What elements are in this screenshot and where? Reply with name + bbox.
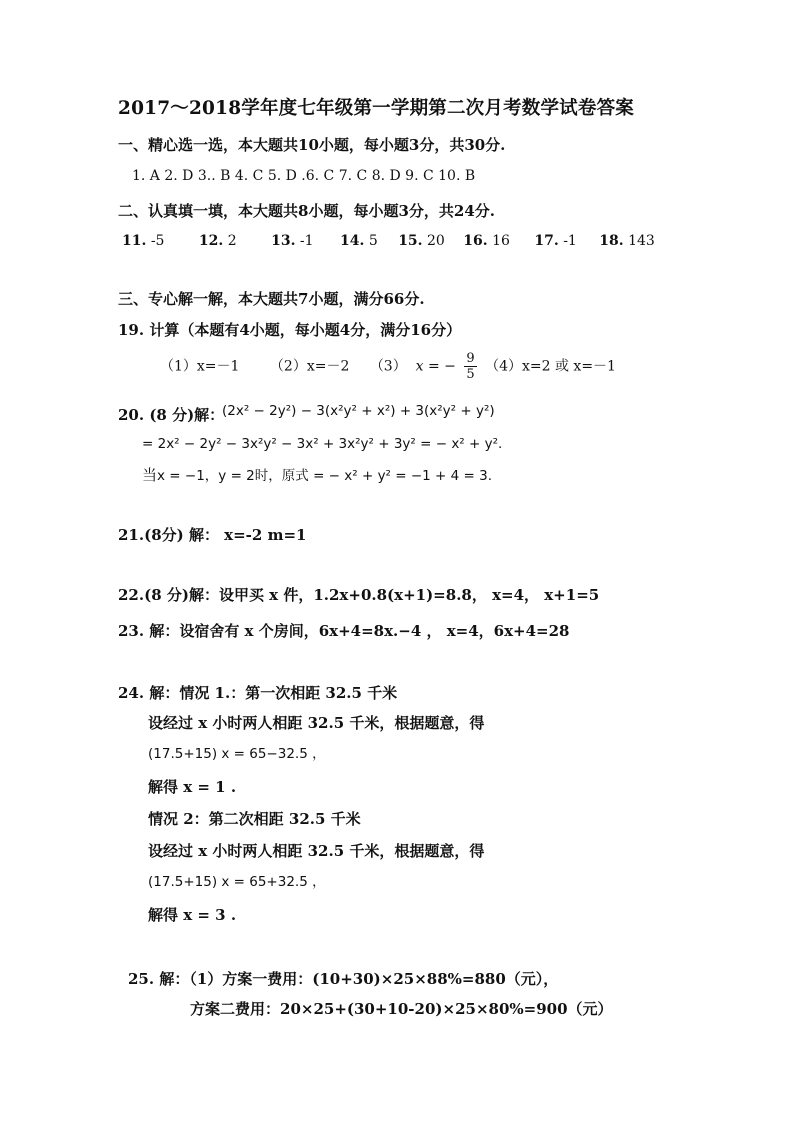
answer-15: 20: [427, 233, 445, 249]
q22-answer: 22.(8 分)解：设甲买 x 件，1.2x+0.8(x+1)=8.8， x=4， x+1=5: [118, 586, 600, 604]
section-1-answers: 1. A 2. D 3.. B 4. C 5. D .6. C 7. C 8. D 9. C 10. B: [132, 168, 476, 184]
q25-line-2: 方案二费用：20×25+(30+10-20)×25×80%=900（元）: [190, 1000, 613, 1018]
q19-answer-3-prefix: （3）: [369, 358, 407, 375]
answer-11-num: 11.: [122, 233, 147, 249]
q20-expression-1: (2x² − 2y²) − 3(x²y² + x²) + 3(x²y² + y²): [222, 403, 495, 419]
q23-answer: 23. 解：设宿舍有 x 个房间，6x+4=8x.−4 ， x=4，6x+4=28: [118, 622, 570, 640]
answer-13-num: 13.: [271, 233, 296, 249]
answer-11: -5: [150, 233, 165, 249]
section-3-heading: 三、专心解一解，本大题共7小题，满分66分.: [118, 290, 425, 308]
q20-evaluation: x = −1，y = 2时，原式 = − x² + y² = −1 + 4 = 3.: [157, 468, 493, 484]
q19-answer-3: x = −: [415, 358, 456, 375]
answer-14: 5: [368, 233, 378, 249]
q19-fraction-denominator: 5: [466, 367, 475, 382]
q19-fraction-numerator: 9: [466, 351, 475, 366]
q19-answers: [160, 352, 616, 381]
answer-18: 143: [628, 233, 655, 249]
q20-when: 当: [142, 466, 158, 484]
q24-line-6: 设经过 x 小时两人相距 32.5 千米，根据题意，得: [148, 842, 485, 860]
q20-expression-2: = 2x² − 2y² − 3x²y² − 3x² + 3x²y² + 3y² = − x² + y².: [142, 436, 503, 452]
q19-answer-4: （4）x=2 或 x=－1: [485, 358, 616, 375]
section-1-heading: 一、精心选一选，本大题共10小题，每小题3分，共30分.: [118, 136, 506, 154]
q24-line-2: 设经过 x 小时两人相距 32.5 千米，根据题意，得: [148, 714, 485, 732]
q19-answer-1: （1）x=－1: [160, 358, 240, 375]
answer-13: -1: [299, 233, 314, 249]
q25-line-1: 25. 解：（1）方案一费用：(10+30)×25×88%=880（元），: [128, 970, 559, 988]
q19-label: 19. 计算（本题有4小题，每小题4分，满分16分）: [118, 321, 462, 339]
answer-16-num: 16.: [463, 233, 488, 249]
q20-label: 20. (8 分)解：: [118, 406, 225, 424]
section-2-heading: 二、认真填一填，本大题共8小题，每小题3分，共24分.: [118, 202, 495, 220]
q24-line-7: (17.5+15) x = 65+32.5 ，: [148, 874, 326, 890]
q21-answer: 21.(8分) 解： x=-2 m=1: [118, 526, 307, 544]
q24-line-3: (17.5+15) x = 65−32.5 ，: [148, 746, 326, 762]
answer-17-num: 17.: [534, 233, 559, 249]
q24-line-4: 解得 x = 1 .: [148, 778, 237, 796]
answer-16: 16: [492, 233, 510, 249]
q24-line-5: 情况 2：第二次相距 32.5 千米: [148, 810, 361, 828]
section-2-answers: [122, 234, 655, 248]
answer-18-num: 18.: [599, 233, 624, 249]
q19-fraction: [464, 352, 476, 381]
q19-answer-2: （2）x=－2: [269, 358, 350, 375]
q24-line-1: 24. 解：情况 1.：第一次相距 32.5 千米: [118, 684, 398, 702]
answer-15-num: 15.: [398, 233, 423, 249]
q20-expression-3: [142, 467, 492, 484]
answer-12: 2: [227, 233, 237, 249]
answer-14-num: 14.: [340, 233, 365, 249]
answer-17: -1: [563, 233, 577, 249]
q24-line-8: 解得 x = 3 .: [148, 906, 237, 924]
page-title: 2017～2018学年度七年级第一学期第二次月考数学试卷答案: [118, 98, 634, 119]
answer-12-num: 12.: [198, 233, 224, 249]
